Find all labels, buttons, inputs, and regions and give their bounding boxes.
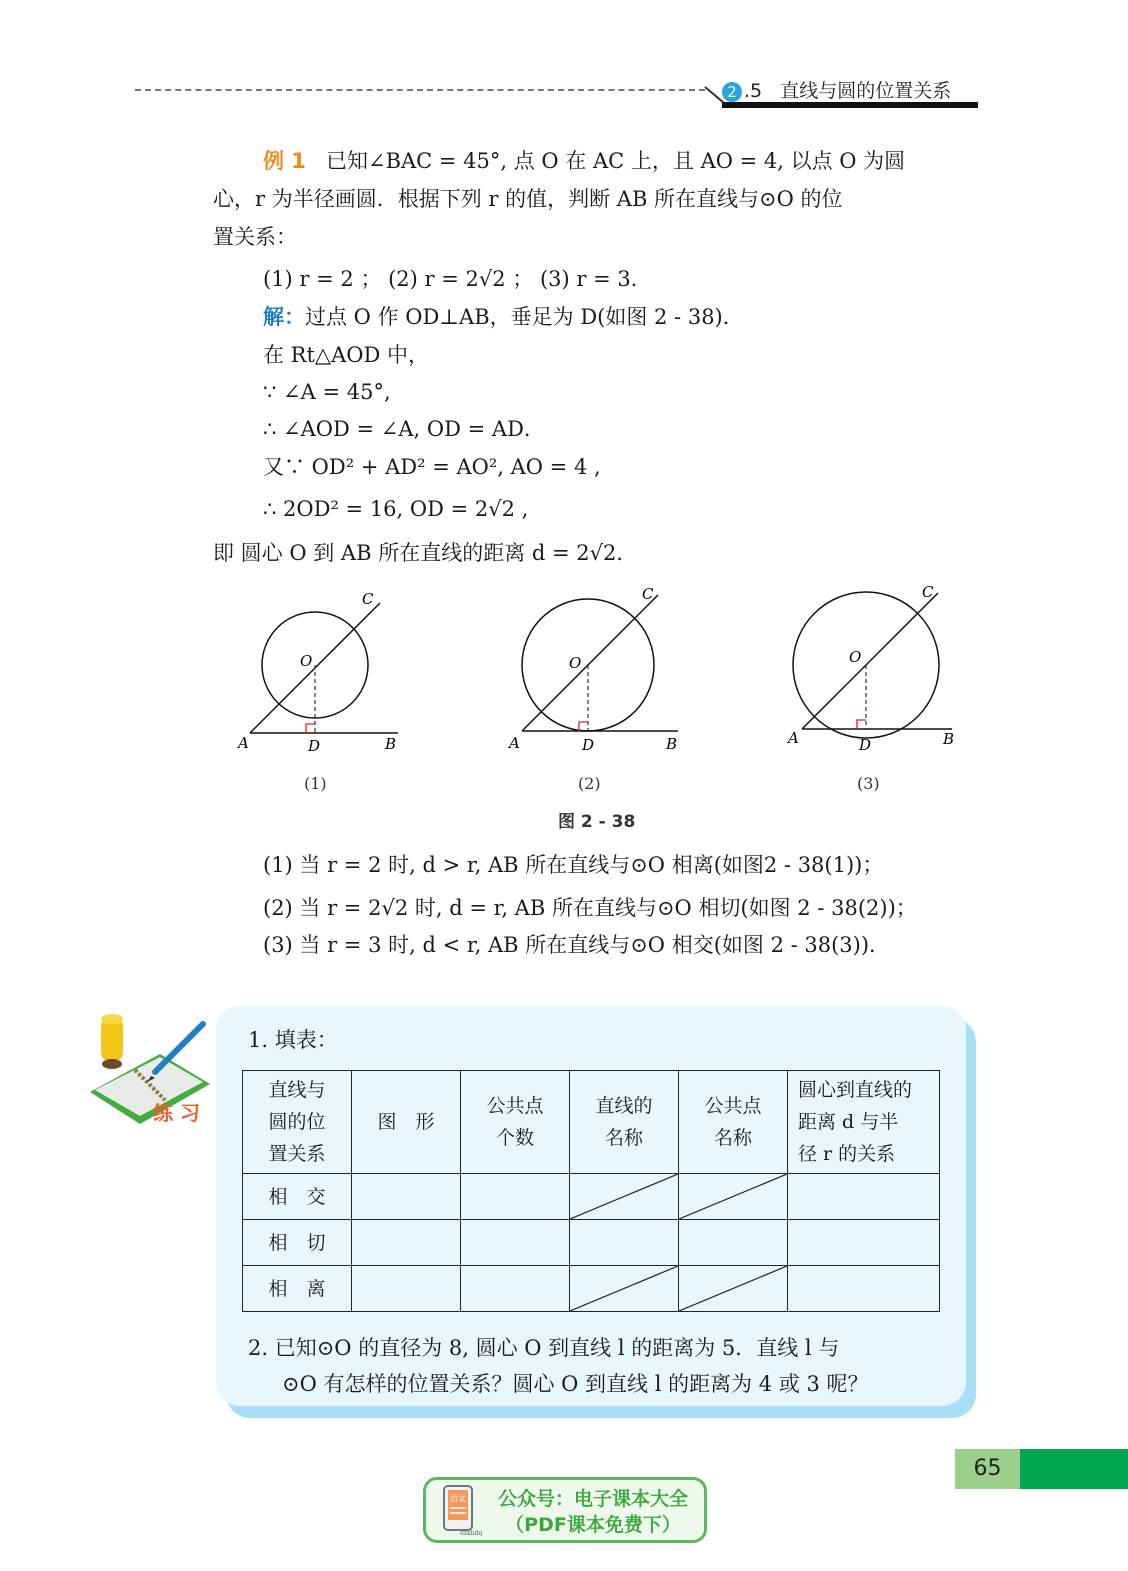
table-cell[interactable]	[352, 1266, 461, 1312]
label-c: C	[922, 585, 934, 601]
label-d: D	[859, 736, 872, 754]
question-1: 1. 填表：	[248, 1028, 338, 1052]
label-b: B	[943, 730, 955, 748]
label-d: D	[308, 737, 321, 755]
example-line-1	[263, 146, 905, 176]
table-row	[243, 1174, 940, 1220]
conclusion-line: 即 圆心 O 到 AB 所在直线的距离 d = 2√2．	[213, 541, 638, 565]
label-d: D	[582, 736, 595, 754]
table-cell[interactable]	[461, 1266, 570, 1312]
solution-label: 解：	[263, 305, 305, 329]
table-cell[interactable]	[461, 1174, 570, 1220]
table-cell[interactable]	[352, 1174, 461, 1220]
example-label: 例 1	[263, 149, 306, 173]
label-a: A	[509, 734, 520, 752]
exercise-icon-label: 练 习	[153, 1101, 200, 1125]
label-c: C	[642, 585, 654, 603]
figure-caption-2: (2)	[578, 774, 601, 793]
solution-line-6: ∴ 2OD² = 16, OD = 2√2 ,	[263, 497, 529, 521]
result-line-2: (2) 当 r = 2√2 时, d = r, AB 所在直线与⊙O 相切(如图 2 - 38(2))；	[263, 896, 917, 920]
label-c: C	[362, 590, 374, 608]
solution-line-5: 又∵ OD² + AD² = AO², AO = 4 ,	[263, 455, 601, 479]
table-cell[interactable]	[570, 1174, 679, 1220]
icon-small-text: dzkbdq	[460, 1530, 483, 1536]
solution-text-1: 过点 O 作 OD⊥AB，垂足为 D(如图 2 - 38)．	[305, 305, 744, 329]
label-o: O	[569, 654, 582, 672]
figure-panel-2	[503, 585, 703, 760]
page-number: 65	[955, 1449, 1020, 1489]
header-d-r-relation: 圆心到直线的 距离 d 与半 径 r 的关系	[788, 1071, 940, 1174]
exercise-notebook-icon	[85, 1012, 210, 1127]
diagonal-slash	[570, 1266, 678, 1311]
diagonal-slash	[679, 1174, 787, 1219]
row-label: 相 切	[243, 1220, 352, 1266]
figure-caption-3: (3)	[857, 774, 880, 793]
ray-ac	[802, 593, 938, 729]
ray-ac	[522, 595, 658, 731]
figure-panel-3	[780, 585, 980, 760]
table-header-row	[243, 1071, 940, 1174]
table-cell[interactable]	[679, 1266, 788, 1312]
table-row	[243, 1220, 940, 1266]
fill-table	[242, 1070, 940, 1312]
header-line-name: 直线的 名称	[570, 1071, 679, 1174]
example-statement-3: 置关系：	[213, 225, 297, 249]
icon-text: 语文	[450, 1494, 466, 1503]
figure-title: 图 2 - 38	[558, 812, 636, 832]
section-heading	[722, 76, 951, 103]
table-cell[interactable]	[679, 1220, 788, 1266]
table-cell[interactable]	[788, 1174, 940, 1220]
table-cell[interactable]	[352, 1220, 461, 1266]
label-o: O	[849, 648, 862, 666]
tablet-book-icon	[434, 1484, 484, 1536]
question-2-line-1: 2. 已知⊙O 的直径为 8, 圆心 O 到直线 l 的距离为 5．直线 l 与	[248, 1336, 840, 1360]
result-line-1: (1) 当 r = 2 时, d > r, AB 所在直线与⊙O 相离(如图2 - 38(1))；	[263, 853, 884, 877]
watermark-line-1: 公众号：电子课本大全	[497, 1488, 688, 1510]
example-cases: (1) r = 2 ； (2) r = 2√2 ； (3) r = 3．	[263, 267, 652, 291]
row-label: 相 离	[243, 1266, 352, 1312]
solution-line-3: ∵ ∠A = 45°,	[263, 380, 391, 404]
solution-line-1	[263, 302, 744, 332]
header-common-point-name: 公共点 名称	[679, 1071, 788, 1174]
label-o: O	[300, 652, 313, 670]
label-a: A	[238, 734, 249, 752]
diagonal-slash	[570, 1174, 678, 1219]
figure-panel-1	[230, 585, 420, 760]
example-statement-1: 已知∠BAC = 45°, 点 O 在 AC 上，且 AO = 4, 以点 O 为圆	[325, 149, 906, 173]
diagonal-slash	[679, 1266, 787, 1311]
solution-line-4: ∴ ∠AOD = ∠A, OD = AD．	[263, 417, 545, 441]
result-line-3: (3) 当 r = 3 时, d < r, AB 所在直线与⊙O 相交(如图 2 - 38(3))．	[263, 933, 891, 957]
right-angle-mark	[857, 720, 866, 729]
header-figure: 图 形	[352, 1071, 461, 1174]
watermark-line-2: （PDF课本免费下）	[505, 1514, 681, 1536]
watermark-banner	[423, 1477, 707, 1543]
row-label: 相 交	[243, 1174, 352, 1220]
table-cell[interactable]	[788, 1220, 940, 1266]
table-cell[interactable]	[570, 1220, 679, 1266]
table-row	[243, 1266, 940, 1312]
figure-caption-1: (1)	[304, 774, 327, 793]
right-angle-mark	[306, 724, 315, 733]
question-2-line-2: ⊙O 有怎样的位置关系？圆心 O 到直线 l 的距离为 4 或 3 呢？	[282, 1372, 869, 1396]
solution-line-2: 在 Rt△AOD 中，	[263, 343, 429, 367]
label-b: B	[666, 735, 678, 753]
table-cell[interactable]	[570, 1266, 679, 1312]
right-angle-mark	[579, 722, 588, 731]
label-b: B	[385, 735, 397, 753]
section-title: 直线与圆的位置关系	[780, 80, 952, 102]
header-position-relation: 直线与 圆的位 置关系	[243, 1071, 352, 1174]
table-cell[interactable]	[788, 1266, 940, 1312]
chapter-badge: 2	[722, 82, 742, 102]
example-statement-2: 心，r 为半径画圆．根据下列 r 的值，判断 AB 所在直线与⊙O 的位	[213, 187, 843, 211]
label-a: A	[788, 729, 799, 747]
page-number-bar	[1020, 1449, 1128, 1489]
header-underline-bar	[722, 102, 978, 108]
header-common-point-count: 公共点 个数	[461, 1071, 570, 1174]
header-dashed-rule	[135, 89, 705, 91]
table-cell[interactable]	[461, 1220, 570, 1266]
table-cell[interactable]	[679, 1174, 788, 1220]
section-number: .5	[744, 80, 763, 102]
